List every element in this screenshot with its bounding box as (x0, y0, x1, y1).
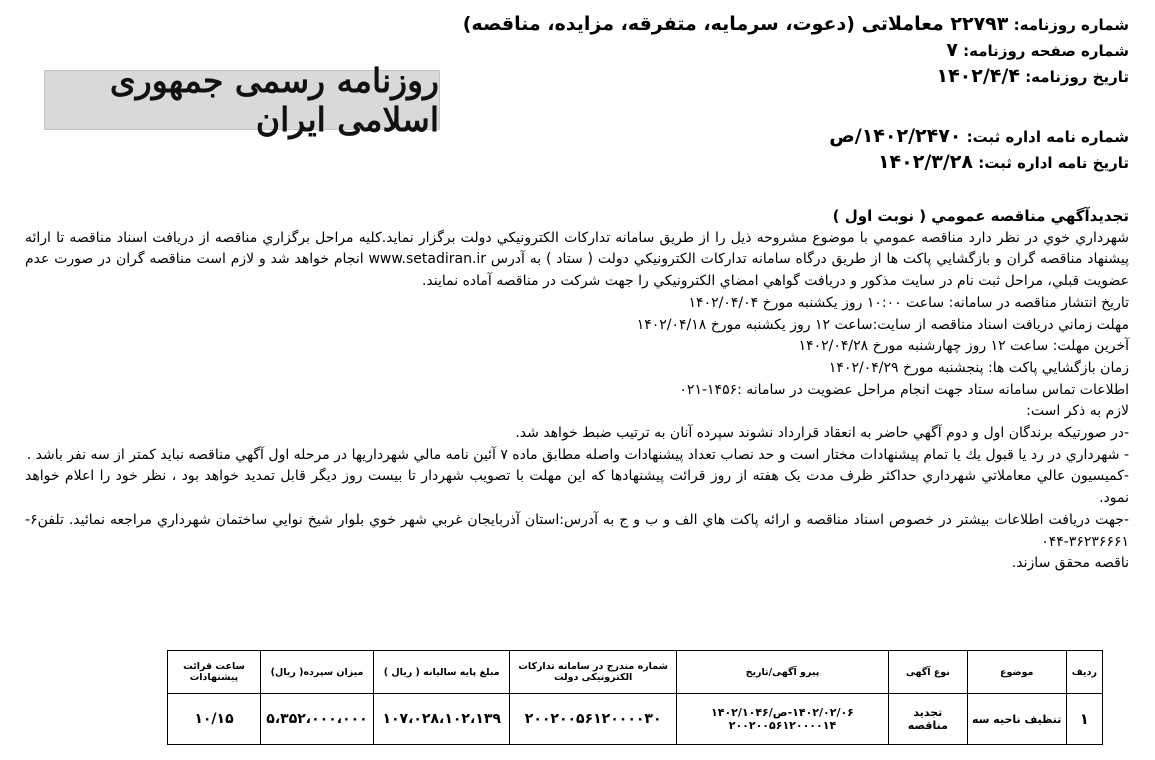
tender-table (167, 650, 1103, 745)
issue-value: ۲۲۷۹۳ معاملاتی (دعوت، سرمایه، متفرقه، مزایده، مناقصه) (462, 13, 1009, 35)
notice-paragraph: شهرداري خوي در نظر دارد مناقصه عمومي با موضوع مشروحه ذيل را از طريق سامانه تداركات الكترونيكي دولت برگزار نمايد.كليه مراحل برگزاري مناقصه از دريافت اسناد مناقصه تا ارائه پيشنهاد مناقصه گران و بازگشايي پاكت ها از طريق درگاه سامانه تداركات الكترونيكي دولت ( ستاد ) به آدرس www.setadiran.ir انجام خواهد شد و لازم است مناقصه گران در صورت عدم عضويت قبلي، مراحل ثبت نام در سايت مذكور و دريافت گواهي امضاي الكترونيكي را جهت شركت در مناقصه آماده نمايند. (25, 229, 1130, 290)
notice-paragraph: -در صورتيكه برندگان اول و دوم آگهي حاضر به انعقاد قرارداد نشوند سپرده آنان به ترتيب ضبط خواهد شد. (515, 425, 1129, 442)
registration-meta (529, 124, 1129, 176)
table-header-row (168, 651, 1103, 694)
newspaper-meta (369, 12, 1129, 90)
notice-paragraph: - شهرداري در رد يا قبول يك يا تمام پيشنهادات مختار است و حد نصاب تعداد پيشنهادات واصله مطابق ماده ۷ آئين نامه مالي شهرداريها در مرحله اول آگهي مناقصه نبايد كمتر از سه نفر باشد . (26, 446, 1129, 463)
issue-label: شماره روزنامه: (1013, 16, 1129, 34)
official-gazette-logo: روزنامه رسمی جمهوری اسلامی ایران (44, 70, 440, 130)
table-row (168, 694, 1103, 745)
row-base-amount: ۱۰۷،۰۲۸،۱۰۲،۱۳۹ (374, 694, 510, 745)
row-subject: تنظیف ناحیه سه (967, 694, 1066, 745)
notice-body (25, 206, 1129, 575)
notice-paragraph: زمان بازگشايي پاكت ها: پنجشنبه مورخ ۱۴۰۲/۰۴/۲۹ (828, 359, 1129, 376)
page-label: شماره صفحه روزنامه: (963, 42, 1129, 60)
column-header: موضوع (967, 651, 1066, 694)
notice-paragraph: مهلت زماني دريافت اسناد مناقصه از سايت:ساعت ۱۲ روز يكشنبه مورخ ۱۴۰۲/۰۴/۱۸ (636, 316, 1129, 333)
registration-number-line (529, 124, 1129, 150)
issue-number-line (369, 12, 1129, 38)
row-reference (676, 694, 888, 745)
column-header: میزان سپرده( ریال) (260, 651, 373, 694)
registration-number-value: ۱۴۰۲/۲۴۷۰/ص (829, 125, 962, 147)
notice-paragraph: لازم به ذكر است: (1026, 403, 1129, 420)
row-reference-line2: ۲۰۰۲۰۰۵۶۱۲۰۰۰۰۱۴ (728, 719, 837, 732)
notice-paragraph: تاريخ انتشار مناقصه در سامانه: ساعت ۱۰:۰۰ روز يكشنبه مورخ ۱۴۰۲/۰۴/۰۴ (688, 294, 1129, 311)
registration-number-label: شماره نامه اداره ثبت: (966, 128, 1129, 146)
column-header: پیرو آگهی/تاریخ (676, 651, 888, 694)
notice-paragraph: اطلاعات تماس سامانه ستاد جهت انجام مراحل عضويت در سامانه :۱۴۵۶-۰۲۱ (679, 381, 1129, 398)
notice-paragraph: -كميسيون عالي معاملاتي شهرداري حداكثر ظرف مدت يک هفته از روز قرائت پيشنهادها كه اين مهلت با تصويب شهردار تا بيست روز ديگر قابل تمديد خواهد بود ، نظر خود را اعلام خواهد نمود. (25, 468, 1129, 507)
registration-date-value: ۱۴۰۲/۳/۲۸ (877, 151, 973, 173)
registration-date-label: تاریخ نامه اداره ثبت: (978, 154, 1129, 172)
date-value: ۱۴۰۲/۴/۴ (936, 65, 1020, 87)
column-header: مبلغ پایه سالیانه ( ریال ) (374, 651, 510, 694)
notice-paragraph: -جهت دريافت اطلاعات بيشتر در خصوص اسناد مناقصه و ارائه پاكت هاي الف و ب و ج به آدرس:استان آذربايجان غربي شهر خوي بلوار شيخ نوايي ساختمان شهرداري مراجعه نمائيد. تلفن۶- ۳۶۲۳۶۶۶۱-۰۴۴ (25, 511, 1129, 550)
row-type: تجدید مناقصه (888, 694, 967, 745)
notice-paragraph: ناقصه محقق سازند. (1011, 555, 1129, 572)
row-index: ۱ (1066, 694, 1102, 745)
column-header: نوع آگهی (888, 651, 967, 694)
registration-date-line (529, 150, 1129, 176)
page-number-line (369, 38, 1129, 64)
row-reading-time: ۱۰/۱۵ (168, 694, 261, 745)
page-value: ۷ (946, 39, 958, 61)
notice-paragraph: آخرين مهلت: ساعت ۱۲ روز چهارشنبه مورخ ۱۴۰۲/۰۴/۲۸ (798, 338, 1129, 355)
date-label: تاریخ روزنامه: (1025, 68, 1129, 86)
column-header: شماره مندرج در سامانه تدارکات الکترونیکی دولت (510, 651, 677, 694)
row-reference-line1: ۱۴۰۲/۰۲/۰۶-ص/۱۴۰۲/۱۰۴۶ (711, 706, 854, 719)
row-deposit: ۵،۳۵۲،۰۰۰،۰۰۰ (260, 694, 373, 745)
column-header: ساعت قرائت پیشنهادات (168, 651, 261, 694)
column-header: ردیف (1066, 651, 1102, 694)
row-setad-number: ۲۰۰۲۰۰۵۶۱۲۰۰۰۰۳۰ (510, 694, 677, 745)
newspaper-date-line (369, 64, 1129, 90)
notice-heading: تجديدآگهي مناقصه عمومي ( نوبت اول ) (832, 207, 1129, 225)
